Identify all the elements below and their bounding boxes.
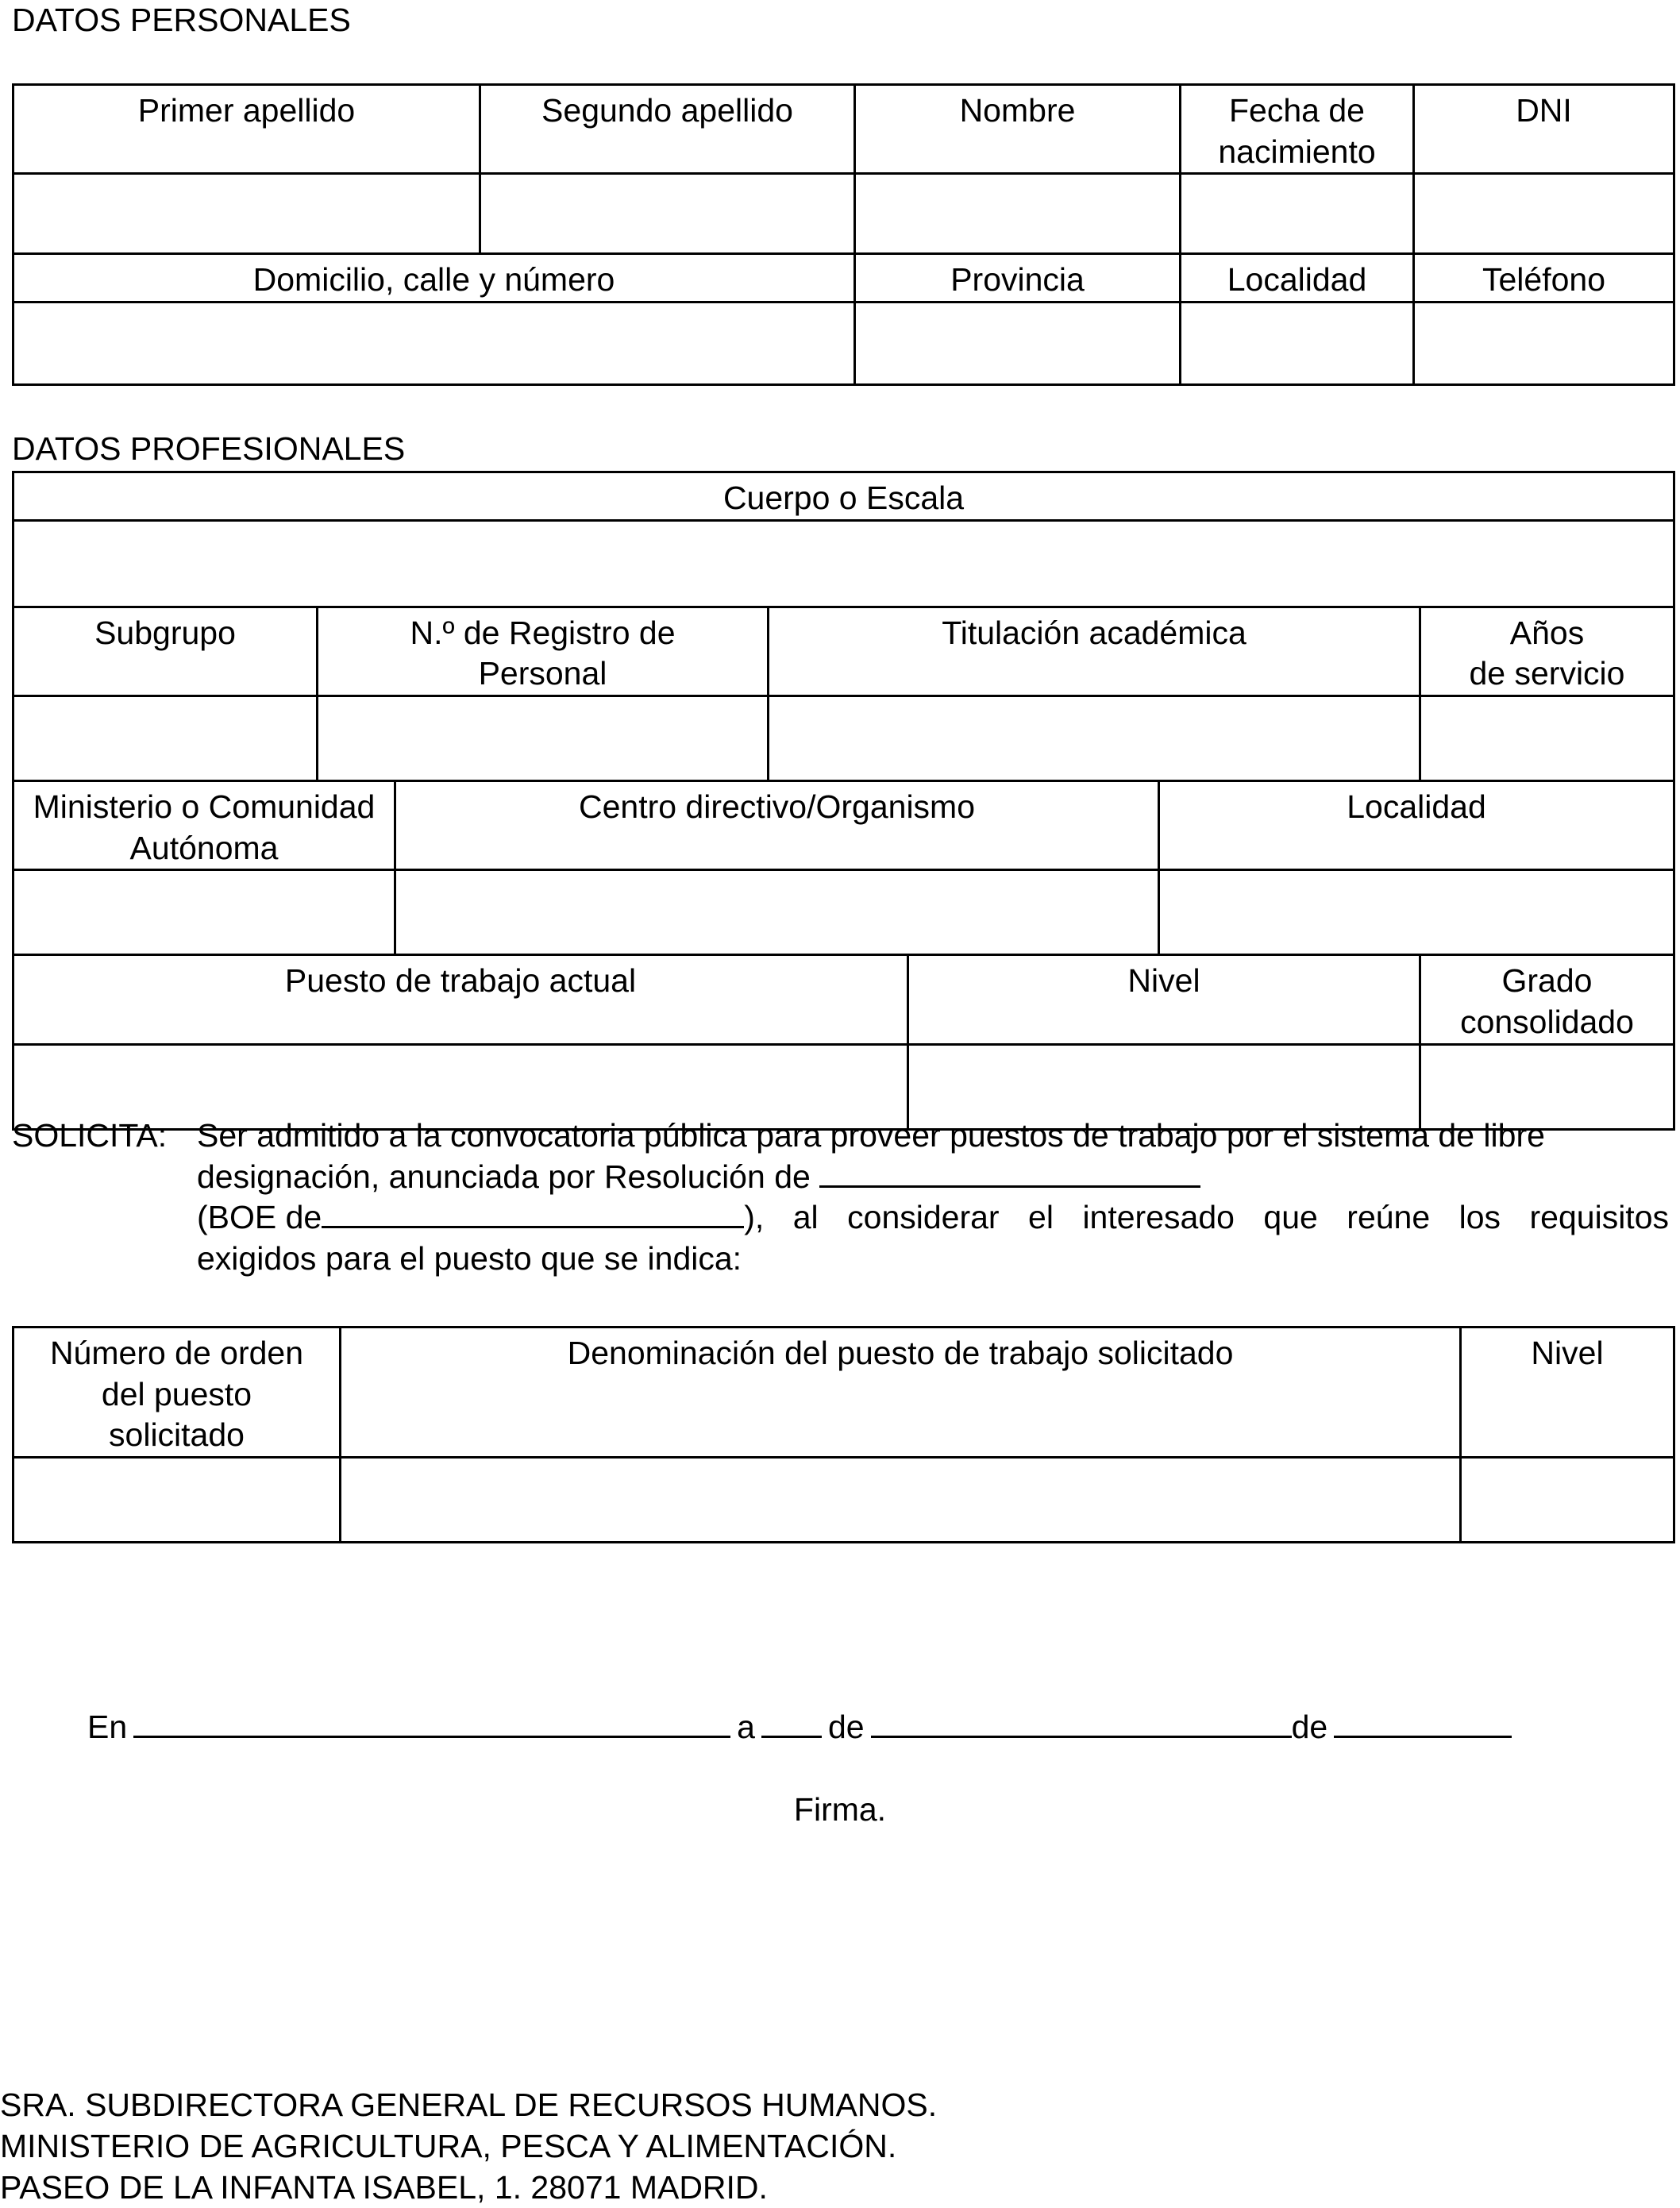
solicita-word: de bbox=[774, 1158, 811, 1195]
address-line-3: PASEO DE LA INFANTA ISABEL, 1. 28071 MADRID. bbox=[0, 2169, 768, 2206]
header-localidad: Localidad bbox=[1181, 254, 1414, 302]
solicita-line-1: Ser admitido a la convocatoria pública para proveer puestos de trabajo por el sistema de libre bbox=[197, 1117, 1545, 1154]
solicita-line-3 bbox=[197, 1197, 1669, 1239]
header-localidad-prof: Localidad bbox=[1159, 780, 1674, 869]
field-centro-directivo[interactable] bbox=[395, 870, 1159, 955]
boe-suffix: ), al considerar el interesado que reúne los requisitos bbox=[744, 1199, 1669, 1236]
section-title-personal: DATOS PERSONALES bbox=[12, 2, 351, 38]
solicita-line-2 bbox=[197, 1157, 1669, 1198]
field-denominacion[interactable] bbox=[341, 1457, 1461, 1542]
header-nivel-solicitado: Nivel bbox=[1461, 1327, 1674, 1458]
solicita-label: SOLICITA: bbox=[12, 1117, 168, 1154]
solicita-word: por bbox=[548, 1158, 595, 1195]
field-cuerpo-escala[interactable] bbox=[13, 520, 1674, 607]
field-ministerio[interactable] bbox=[13, 870, 395, 955]
field-registro-personal[interactable] bbox=[318, 696, 769, 780]
month-blank[interactable] bbox=[871, 1707, 1292, 1738]
date-de-label-2: de bbox=[1291, 1709, 1328, 1745]
header-puesto-actual: Puesto de trabajo actual bbox=[13, 955, 908, 1044]
field-anos-servicio[interactable] bbox=[1420, 696, 1674, 780]
header-centro-directivo: Centro directivo/Organismo bbox=[395, 780, 1159, 869]
solicita-word: designación, bbox=[197, 1158, 380, 1195]
personal-data-table bbox=[12, 83, 1675, 386]
header-numero-orden: Número de orden del puesto solicitado bbox=[13, 1327, 341, 1458]
header-ministerio: Ministerio o Comunidad Autónoma bbox=[13, 780, 395, 869]
section-title-professional: DATOS PROFESIONALES bbox=[12, 430, 406, 467]
header-denominacion: Denominación del puesto de trabajo solicitado bbox=[341, 1327, 1461, 1458]
header-domicilio: Domicilio, calle y número bbox=[13, 254, 855, 302]
field-fecha-nacimiento[interactable] bbox=[1181, 174, 1414, 254]
boe-date-blank[interactable] bbox=[322, 1197, 744, 1228]
header-nivel: Nivel bbox=[908, 955, 1420, 1044]
year-blank[interactable] bbox=[1334, 1707, 1512, 1738]
field-dni[interactable] bbox=[1414, 174, 1674, 254]
header-grado-consolidado: Grado consolidado bbox=[1420, 955, 1674, 1044]
solicita-line-4: exigidos para el puesto que se indica: bbox=[197, 1239, 742, 1277]
solicita-paragraph bbox=[197, 1116, 1669, 1280]
field-primer-apellido[interactable] bbox=[13, 174, 480, 254]
date-en-label: En bbox=[87, 1709, 128, 1745]
solicita-word: anunciada bbox=[388, 1158, 539, 1195]
address-line-2: MINISTERIO DE AGRICULTURA, PESCA Y ALIMENTACIÓN. bbox=[0, 2128, 897, 2164]
field-subgrupo[interactable] bbox=[13, 696, 318, 780]
header-registro-personal: N.º de Registro de Personal bbox=[318, 607, 769, 696]
field-telefono[interactable] bbox=[1414, 302, 1674, 384]
field-titulacion[interactable] bbox=[769, 696, 1420, 780]
field-localidad[interactable] bbox=[1181, 302, 1414, 384]
day-blank[interactable] bbox=[761, 1707, 822, 1738]
address-line-1: SRA. SUBDIRECTORA GENERAL DE RECURSOS HUMANOS. bbox=[0, 2087, 938, 2123]
firma-label: Firma. bbox=[793, 1791, 887, 1828]
field-nivel-solicitado[interactable] bbox=[1461, 1457, 1674, 1542]
professional-data-table bbox=[12, 471, 1675, 1131]
field-localidad-prof[interactable] bbox=[1159, 870, 1674, 955]
header-cuerpo-escala: Cuerpo o Escala bbox=[13, 472, 1674, 521]
recipient-address bbox=[0, 2084, 937, 2208]
header-anos-servicio: Años de servicio bbox=[1420, 607, 1674, 696]
header-nombre: Nombre bbox=[855, 85, 1181, 174]
header-fecha-nacimiento: Fecha de nacimiento bbox=[1181, 85, 1414, 174]
header-dni: DNI bbox=[1414, 85, 1674, 174]
header-subgrupo: Subgrupo bbox=[13, 607, 318, 696]
boe-prefix: (BOE de bbox=[197, 1199, 322, 1236]
resolucion-date-blank[interactable] bbox=[819, 1157, 1200, 1188]
signature-date-line bbox=[87, 1707, 1518, 1748]
solicita-word: Resolución bbox=[603, 1158, 765, 1195]
field-provincia[interactable] bbox=[855, 302, 1181, 384]
field-numero-orden[interactable] bbox=[13, 1457, 341, 1542]
field-nombre[interactable] bbox=[855, 174, 1181, 254]
date-a-label: a bbox=[737, 1709, 755, 1745]
puesto-solicitado-table bbox=[12, 1326, 1675, 1543]
field-domicilio[interactable] bbox=[13, 302, 855, 384]
header-primer-apellido: Primer apellido bbox=[13, 85, 480, 174]
date-de-label-1: de bbox=[827, 1709, 865, 1745]
place-blank[interactable] bbox=[133, 1707, 730, 1738]
field-segundo-apellido[interactable] bbox=[480, 174, 855, 254]
header-provincia: Provincia bbox=[855, 254, 1181, 302]
header-segundo-apellido: Segundo apellido bbox=[480, 85, 855, 174]
header-telefono: Teléfono bbox=[1414, 254, 1674, 302]
header-titulacion: Titulación académica bbox=[769, 607, 1420, 696]
